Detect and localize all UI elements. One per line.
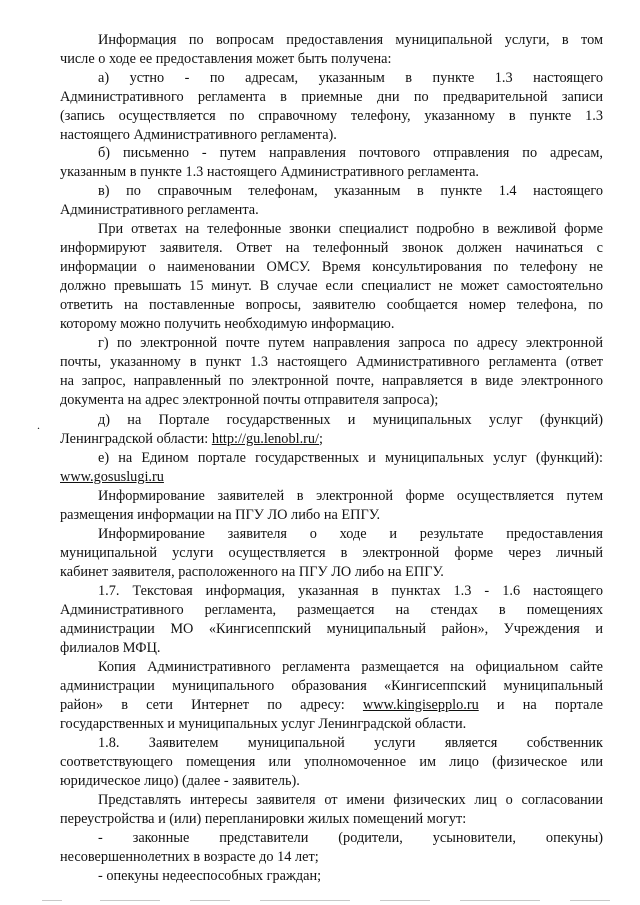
text-line: размещения информации на ПГУ ЛО либо на ЕПГУ.	[60, 507, 381, 523]
text-line	[60, 469, 603, 485]
lenobl-link[interactable]: http://gu.lenobl.ru/	[211, 431, 320, 447]
text-line: При ответах на телефонные звонки специалист подробно в вежливой форме	[98, 221, 603, 237]
text-line: - законные представители (родители, усыновители, опекуны)	[98, 830, 603, 846]
text-line: г) по электронной почте путем направления запроса по адресу электронной	[98, 335, 603, 351]
text-line: Информация по вопросам предоставления муниципальной услуги, в том	[98, 32, 603, 48]
text-fragment: Ленинградской области:	[60, 431, 212, 447]
text-line: Административного регламента.	[60, 202, 259, 218]
text-fragment: и на портале	[478, 697, 603, 713]
text-line: документа на адрес электронной почты отправителя запроса);	[60, 392, 439, 408]
text-line: муниципальной услуги осуществляется в электронной форме через личный	[60, 545, 603, 561]
text-line: администрации МО «Кингисеппский муниципальный район», Учреждения и	[60, 621, 603, 637]
text-fragment: район» в сети Интернет по адресу:	[60, 697, 363, 713]
text-line: указанным в пункте 1.3 настоящего Административного регламента.	[60, 164, 480, 180]
text-line: информируют заявителя. Ответ на телефонный звонок должен начинаться с	[60, 240, 603, 256]
kingisepplo-link[interactable]: www.kingisepplo.ru	[362, 697, 479, 713]
text-line: Административного регламента в приемные дни по предварительной записи	[60, 89, 603, 105]
text-line: б) письменно - путем направления почтового отправления по адресам,	[98, 145, 603, 161]
text-line: Административного регламента, размещается на стендах в помещениях	[60, 602, 603, 618]
text-line: юридическое лицо) (далее - заявитель).	[60, 773, 300, 789]
text-line: несовершеннолетних в возрасте до 14 лет;	[60, 849, 319, 865]
text-line: - опекуны недееспособных граждан;	[98, 868, 322, 884]
text-line: которому можно получить необходимую информацию.	[60, 316, 395, 332]
text-line: числе о ходе ее предоставления может быть получена:	[60, 51, 392, 67]
text-line: (запись осуществляется по справочному телефону, указанному в пункте 1.3	[60, 108, 603, 124]
margin-mark: .	[37, 418, 40, 432]
text-line: в) по справочным телефонам, указанным в пункте 1.4 настоящего	[98, 183, 603, 199]
text-line: настоящего Административного регламента).	[60, 127, 337, 143]
text-line: государственных и муниципальных услуг Ленинградской области.	[60, 716, 467, 732]
text-line: Представлять интересы заявителя от имени физических лиц о согласовании	[98, 792, 603, 808]
text-line	[60, 697, 603, 713]
text-line: 1.7. Текстовая информация, указанная в пунктах 1.3 - 1.6 настоящего	[98, 583, 603, 599]
text-line: 1.8. Заявителем муниципальной услуги является собственник	[98, 735, 603, 751]
text-line: администрации муниципального образования «Кингисеппский муниципальный	[60, 678, 603, 694]
text-line: Информирование заявителей в электронной форме осуществляется путем	[98, 488, 603, 504]
text-line: а) устно - по адресам, указанным в пункте 1.3 настоящего	[98, 70, 603, 86]
text-line: должно превышать 15 минут. В случае если специалист не может самостоятельно	[60, 278, 603, 294]
gosuslugi-link[interactable]: www.gosuslugi.ru	[60, 469, 164, 485]
text-line: Информирование заявителя о ходе и результате предоставления	[98, 526, 603, 542]
text-line	[60, 431, 603, 447]
text-line: кабинет заявителя, расположенного на ПГУ ЛО либо на ЕПГУ.	[60, 564, 444, 580]
text-line: соответствующего помещения или уполномоченное им лицо (физическое или	[60, 754, 603, 770]
text-line: филиалов МФЦ.	[60, 640, 161, 656]
text-line: Копия Административного регламента размещается на официальном сайте	[98, 659, 603, 675]
text-fragment: ;	[319, 431, 324, 447]
text-line: д) на Портале государственных и муниципальных услуг (функций)	[98, 412, 603, 428]
text-line: на запрос, направленный по электронной почте, направляется в виде электронного	[60, 373, 603, 389]
text-line: информации о наименовании ОМСУ. Время консультирования по телефону не	[60, 259, 603, 275]
text-line: почты, указанному в пункт 1.3 настоящего Административного регламента (ответ	[60, 354, 603, 370]
text-line: переустройства и (или) перепланировки жилых помещений могут:	[60, 811, 467, 827]
scan-edge-artifact	[0, 898, 640, 905]
text-line: ответить на поставленные вопросы, заявителю сообщается номер телефона, по	[60, 297, 603, 313]
text-line: е) на Едином портале государственных и муниципальных услуг (функций):	[98, 450, 603, 466]
